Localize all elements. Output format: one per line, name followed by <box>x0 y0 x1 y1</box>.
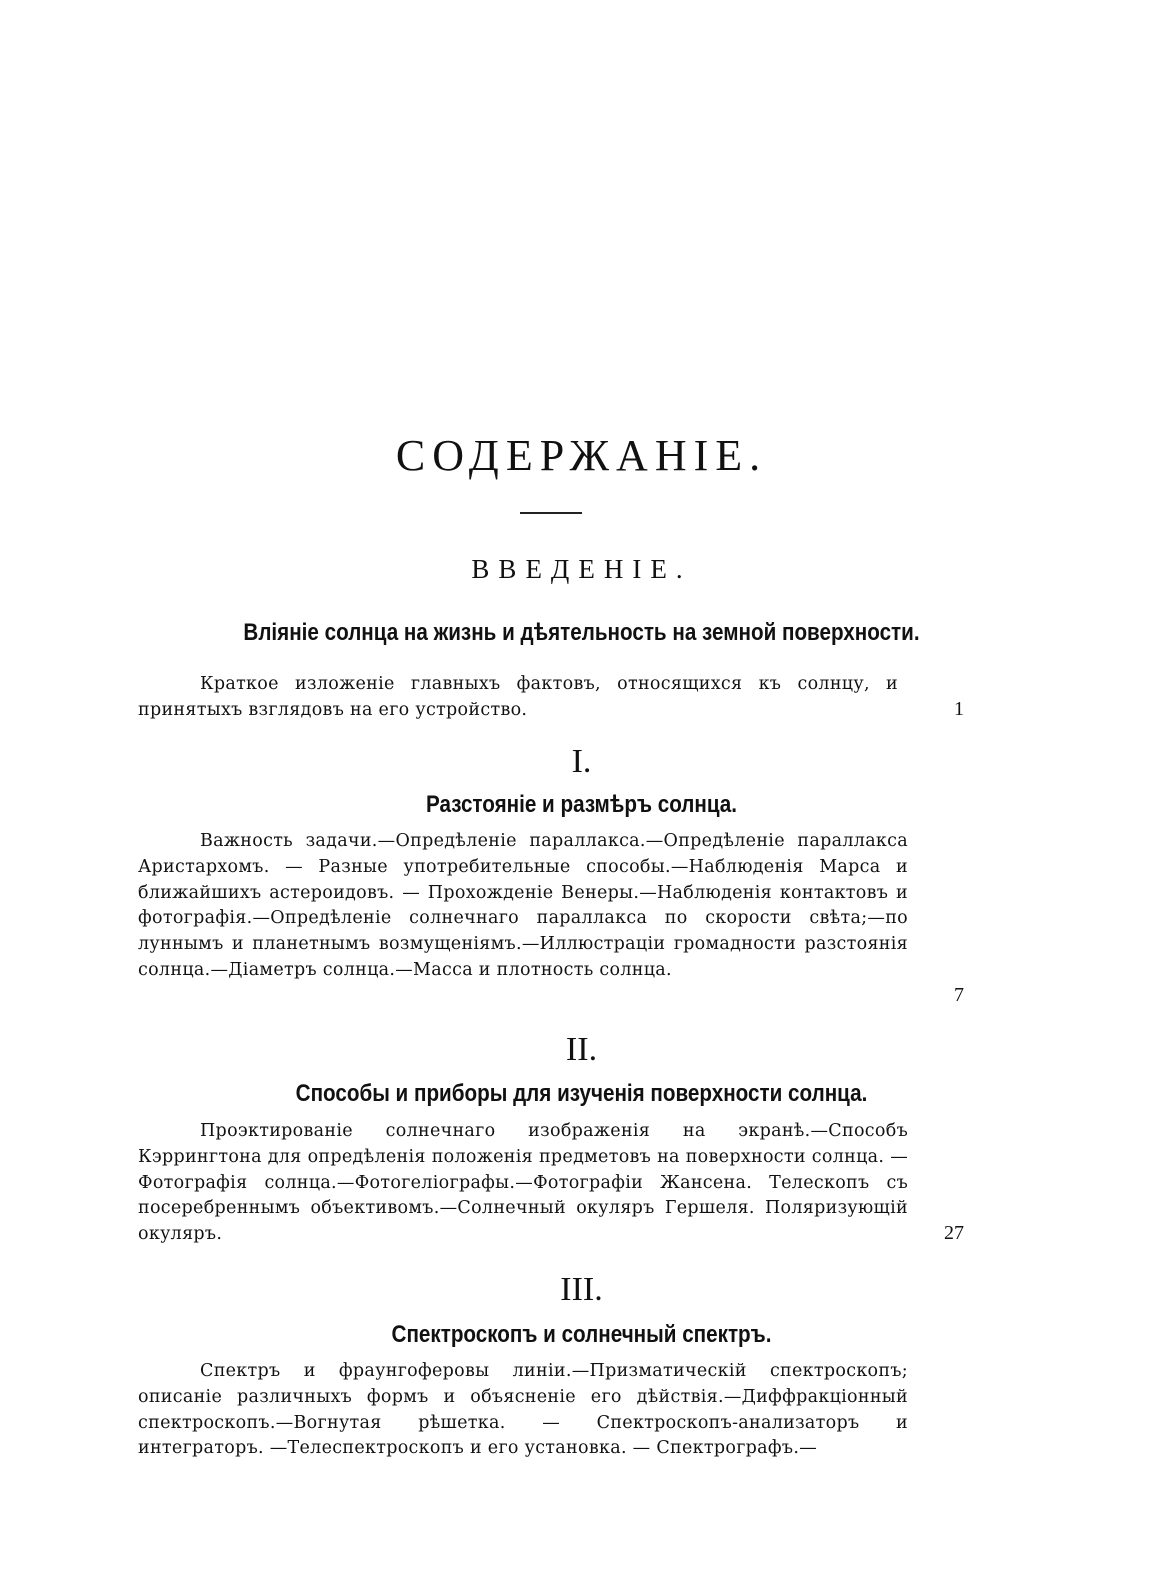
chapter-1-page-number: 7 <box>954 984 964 1006</box>
chapter-1-entry-text: Важность задачи.—Опредѣленіе параллакса.—Опредѣленіе параллакса Аристархомъ. — Разные употребительные способы.—Наблюденія Марса и ближайшихъ астероидовъ. — Прохожденіе Венеры.—Наблюденія контактовъ и фотографія.—Опредѣленіе солнечнаго параллакса по скорости свѣта;—по луннымъ и планетнымъ возмущеніямъ.—Иллюстраціи громадности разстоянія солнца.—Діаметръ солнца.—Масса и плотность солнца. <box>138 831 908 980</box>
chapter-3-entry-text: Спектръ и фраунгоферовы линіи.—Призматическій спектроскопъ; описаніе различныхъ формъ и объясненіе его дѣйствія.—Диффракціонный спектроскопъ.—Вогнутая рѣшетка. — Спектроскопъ-анализаторъ и интеграторъ. —Телеспектроскопъ и его установка. — Спектрографъ.— <box>138 1361 908 1459</box>
chapter-2-page-number: 27 <box>944 1222 964 1244</box>
introduction-heading: ВВЕДЕНІЕ. <box>471 554 692 584</box>
introduction-entry-text: Краткое изложеніе главныхъ фактовъ, относящихся къ солнцу, и принятыхъ взглядовъ на его устройство. <box>138 674 898 720</box>
chapter-1-title: Разстояніе и размѣръ солнца. <box>425 791 738 818</box>
chapter-2-numeral: II. <box>565 1031 598 1068</box>
chapter-3-numeral: III. <box>560 1271 603 1308</box>
chapter-1-numeral: I. <box>571 743 592 780</box>
introduction-page-number: 1 <box>954 698 964 720</box>
chapter-2-title: Способы и приборы для изученія поверхности солнца. <box>295 1080 868 1107</box>
introduction-subtitle: Вліяніе солнца на жизнь и дѣятельность на земной поверхности. <box>243 619 920 646</box>
chapter-3-title: Спектроскопъ и солнечный спектръ. <box>391 1321 772 1348</box>
chapter-2-entry-text: Проэктированіе солнечнаго изображенія на экранѣ.—Способъ Кэррингтона для опредѣленія положенія предметовъ на поверхности солнца. — Фотографія солнца.—Фотогеліографы.—Фотографіи Жансена. Телескопъ съ посеребреннымъ объективомъ.—Солнечный окуляръ Гершеля. Поляризующій окуляръ. <box>138 1121 908 1245</box>
title-divider <box>520 512 582 514</box>
page-title: СОДЕРЖАНІЕ. <box>395 431 768 480</box>
